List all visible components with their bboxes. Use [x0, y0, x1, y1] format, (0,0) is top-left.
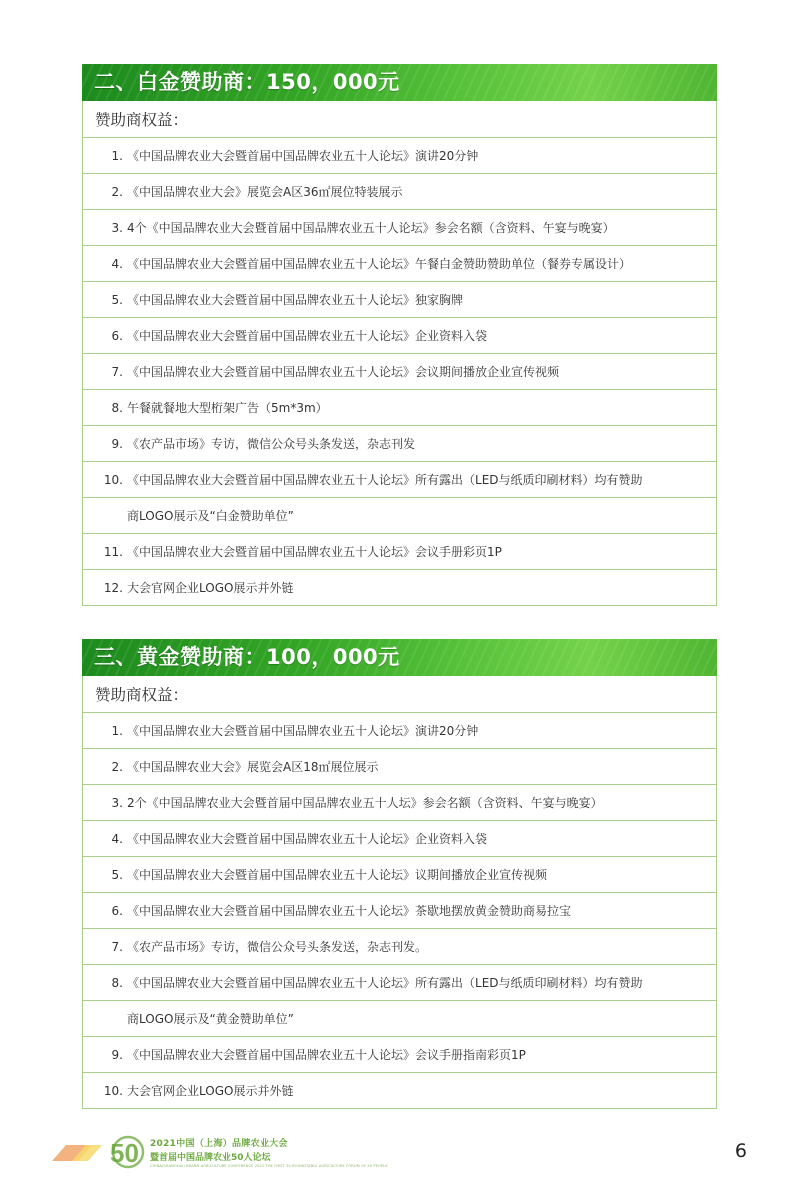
item-text: 《中国品牌农业大会暨首届中国品牌农业五十人论坛》茶歇地摆放黄金赞助商易拉宝	[127, 904, 572, 918]
gold-sponsor-section	[82, 639, 717, 1109]
gold-benefits-table	[82, 676, 717, 1109]
item-number: 7.	[111, 939, 123, 954]
table-row	[83, 820, 716, 856]
item-text: 《中国品牌农业大会暨首届中国品牌农业五十人论坛》会议期间播放企业宣传视频	[127, 365, 560, 379]
item-text: 《中国品牌农业大会暨首届中国品牌农业五十人论坛》企业资料入袋	[127, 832, 488, 846]
item-number: 3.	[111, 795, 123, 810]
item-text: 《中国品牌农业大会暨首届中国品牌农业五十人论坛》演讲20分钟	[127, 149, 479, 163]
table-row	[83, 281, 716, 317]
item-number: 2.	[111, 184, 123, 199]
item-text: 《中国品牌农业大会暨首届中国品牌农业五十人论坛》午餐白金赞助赞助单位（餐券专属设计）	[127, 257, 632, 271]
table-row	[83, 173, 716, 209]
item-number: 8.	[111, 400, 123, 415]
item-text: 《中国品牌农业大会暨首届中国品牌农业五十人论坛》所有露出（LED与纸质印刷材料）均有赞助	[127, 976, 643, 990]
table-row	[83, 928, 716, 964]
item-number: 2.	[111, 759, 123, 774]
platinum-benefits-table	[82, 101, 717, 606]
item-text: 《中国品牌农业大会》展览会A区18㎡展位展示	[127, 760, 379, 774]
item-text: 午餐就餐地大型桁架广告（5m*3m）	[127, 401, 328, 415]
item-text: 4个《中国品牌农业大会暨首届中国品牌农业五十人论坛》参会名额（含资料、午宴与晚宴）	[127, 221, 615, 235]
logo-subtitle-english: CHINA(SHANGHAI) BRAND AGRICULTURE CONFERENCE 2021 THE FIRST 50 ROUNDTABLE AGRICULTURE FORUM OF 50 PEOPLE	[150, 1164, 388, 1168]
table-row	[83, 964, 716, 1000]
item-number: 5.	[111, 867, 123, 882]
item-number: 6.	[111, 903, 123, 918]
gold-sponsor-title: 三、黄金赞助商：100，000元	[82, 639, 717, 676]
item-text: 《中国品牌农业大会》展览会A区36㎡展位特装展示	[127, 185, 403, 199]
logo-title-line1: 2021中国（上海）品牌农业大会	[150, 1139, 288, 1149]
benefits-heading: 赞助商权益：	[95, 686, 189, 704]
item-text: 《农产品市场》专访，微信公众号头条发送，杂志刊发	[127, 437, 416, 451]
item-text: 商LOGO展示及“白金赞助单位”	[127, 509, 294, 523]
logo-number: 50	[110, 1138, 139, 1168]
item-text: 《中国品牌农业大会暨首届中国品牌农业五十人论坛》独家胸牌	[127, 293, 464, 307]
conference-logo-text	[150, 1136, 388, 1168]
item-number: 1.	[111, 723, 123, 738]
table-row	[83, 245, 716, 281]
table-row-continuation	[83, 497, 716, 533]
item-number: 1.	[111, 148, 123, 163]
table-row	[83, 209, 716, 245]
table-row	[83, 317, 716, 353]
item-number: 10.	[103, 1083, 123, 1098]
item-number: 9.	[111, 436, 123, 451]
table-row	[83, 461, 716, 497]
item-text: 商LOGO展示及“黄金赞助单位”	[127, 1012, 294, 1026]
logo-title-line2: 暨首届中国品牌农业50人论坛	[150, 1153, 271, 1163]
table-row	[83, 1072, 716, 1108]
item-number: 7.	[111, 364, 123, 379]
item-number: 8.	[111, 975, 123, 990]
item-text: 2个《中国品牌农业大会暨首届中国品牌农业五十人坛》参会名额（含资料、午宴与晚宴）	[127, 796, 603, 810]
table-row	[83, 1036, 716, 1072]
table-row	[83, 856, 716, 892]
item-number: 11.	[103, 544, 123, 559]
platinum-sponsor-section	[82, 64, 717, 606]
table-row	[83, 748, 716, 784]
table-row	[83, 892, 716, 928]
item-text: 大会官网企业LOGO展示并外链	[127, 1084, 294, 1098]
table-row	[83, 137, 716, 173]
page-number: 6	[734, 1140, 747, 1162]
item-number: 5.	[111, 292, 123, 307]
table-row	[83, 425, 716, 461]
item-text: 《中国品牌农业大会暨首届中国品牌农业五十人论坛》所有露出（LED与纸质印刷材料）均有赞助	[127, 473, 643, 487]
item-text: 大会官网企业LOGO展示并外链	[127, 581, 294, 595]
table-row	[83, 533, 716, 569]
item-number: 12.	[103, 580, 123, 595]
item-text: 《中国品牌农业大会暨首届中国品牌农业五十人论坛》会议手册彩页1P	[127, 545, 502, 559]
item-text: 《中国品牌农业大会暨首届中国品牌农业五十人论坛》演讲20分钟	[127, 724, 479, 738]
item-number: 9.	[111, 1047, 123, 1062]
item-number: 10.	[103, 472, 123, 487]
item-number: 4.	[111, 256, 123, 271]
table-row	[83, 784, 716, 820]
item-number: 3.	[111, 220, 123, 235]
platinum-sponsor-title: 二、白金赞助商：150，000元	[82, 64, 717, 101]
item-number: 6.	[111, 328, 123, 343]
item-text: 《中国品牌农业大会暨首届中国品牌农业五十人论坛》议期间播放企业宣传视频	[127, 868, 548, 882]
table-row	[83, 712, 716, 748]
item-text: 《中国品牌农业大会暨首届中国品牌农业五十人论坛》企业资料入袋	[127, 329, 488, 343]
benefits-heading: 赞助商权益：	[95, 111, 189, 129]
table-row	[83, 389, 716, 425]
table-row	[83, 569, 716, 605]
item-number: 4.	[111, 831, 123, 846]
item-text: 《农产品市场》专访，微信公众号头条发送，杂志刊发。	[127, 940, 428, 954]
table-row-continuation	[83, 1000, 716, 1036]
item-text: 《中国品牌农业大会暨首届中国品牌农业五十人论坛》会议手册指南彩页1P	[127, 1048, 526, 1062]
table-row	[83, 353, 716, 389]
